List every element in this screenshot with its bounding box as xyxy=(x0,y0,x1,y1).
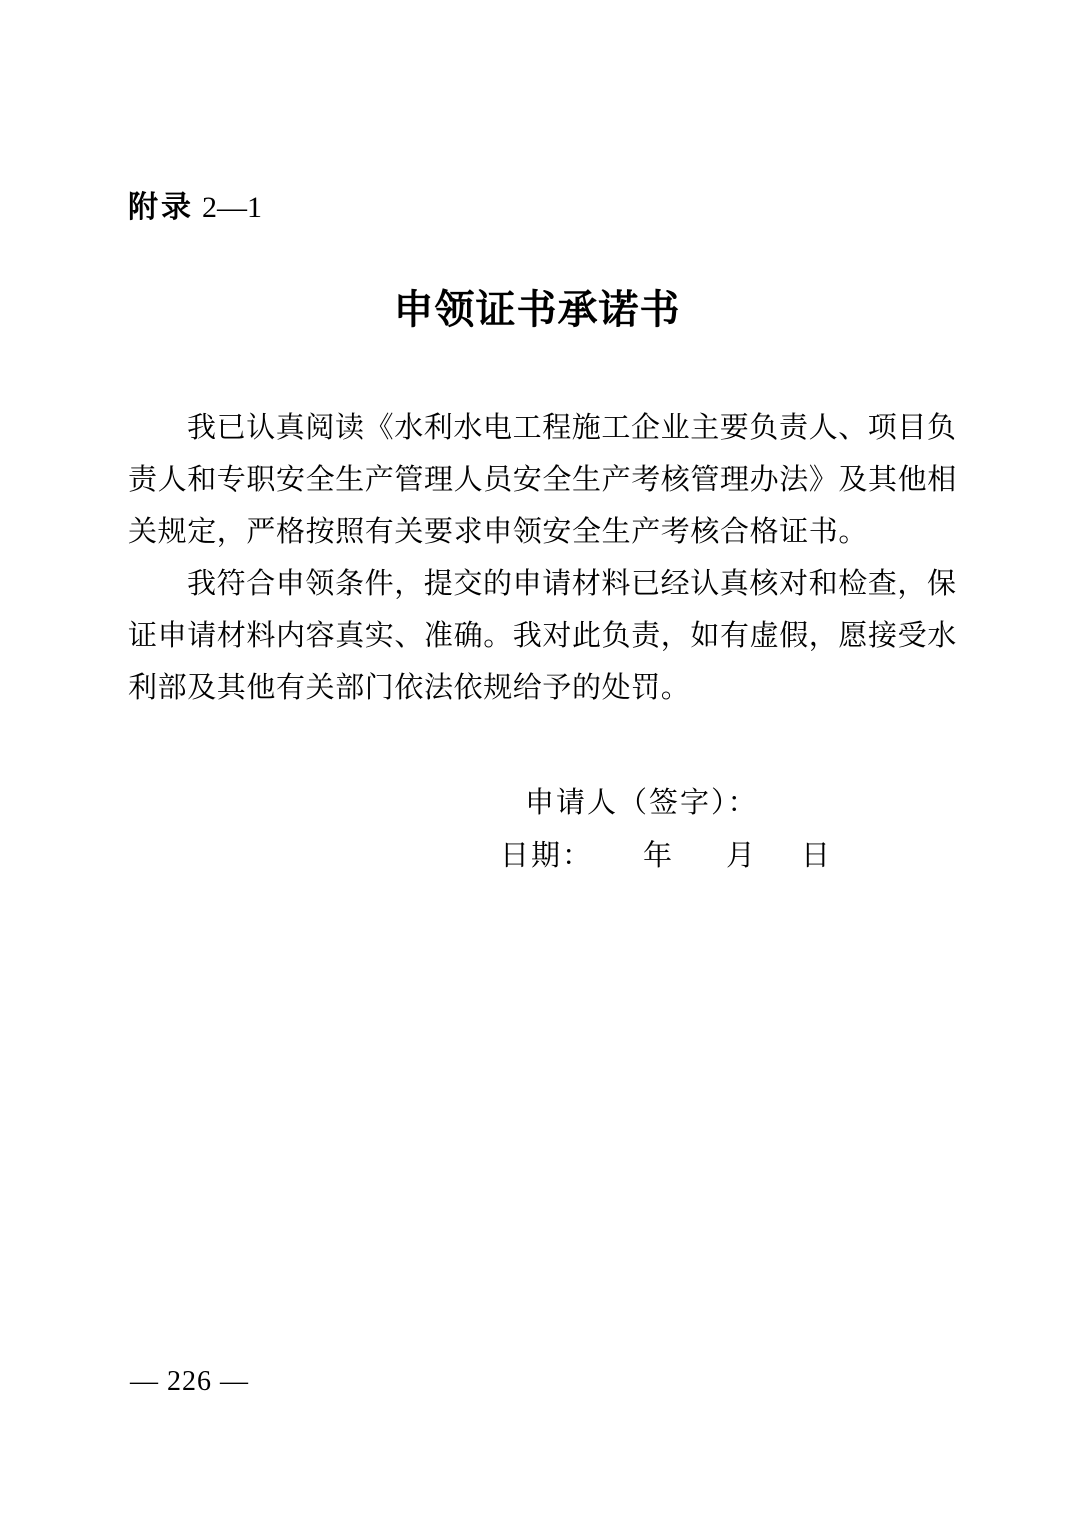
page-title: 申领证书承诺书 xyxy=(393,287,681,332)
body-line: 我已认真阅读《水利水电工程施工企业主要负责人、项目负 xyxy=(187,412,957,444)
body-line: 我符合申领条件，提交的申请材料已经认真核对和检查，保 xyxy=(187,568,957,600)
body-line: 关规定，严格按照有关要求申领安全生产考核合格证书。 xyxy=(128,516,869,548)
body-line: 证申请材料内容真实、准确。我对此负责，如有虚假，愿接受水 xyxy=(128,620,957,652)
applicant-signature-label: 申请人（签字）： xyxy=(525,787,759,819)
date-line xyxy=(500,830,832,882)
body-line: 责人和专职安全生产管理人员安全生产考核管理办法》及其他相 xyxy=(128,464,957,496)
appendix-label xyxy=(128,190,262,226)
date-month-label: 月 xyxy=(726,840,758,872)
appendix-label-prefix: 附录 xyxy=(128,191,194,224)
page-number: — 226 — xyxy=(130,1366,249,1397)
body-text xyxy=(128,402,962,714)
appendix-label-number: 2—1 xyxy=(202,191,262,224)
body-line: 利部及其他有关部门依法依规给予的处罚。 xyxy=(128,672,691,704)
date-day-label: 日 xyxy=(801,840,833,872)
date-label: 日期： xyxy=(500,840,594,872)
date-year-label: 年 xyxy=(643,840,675,872)
